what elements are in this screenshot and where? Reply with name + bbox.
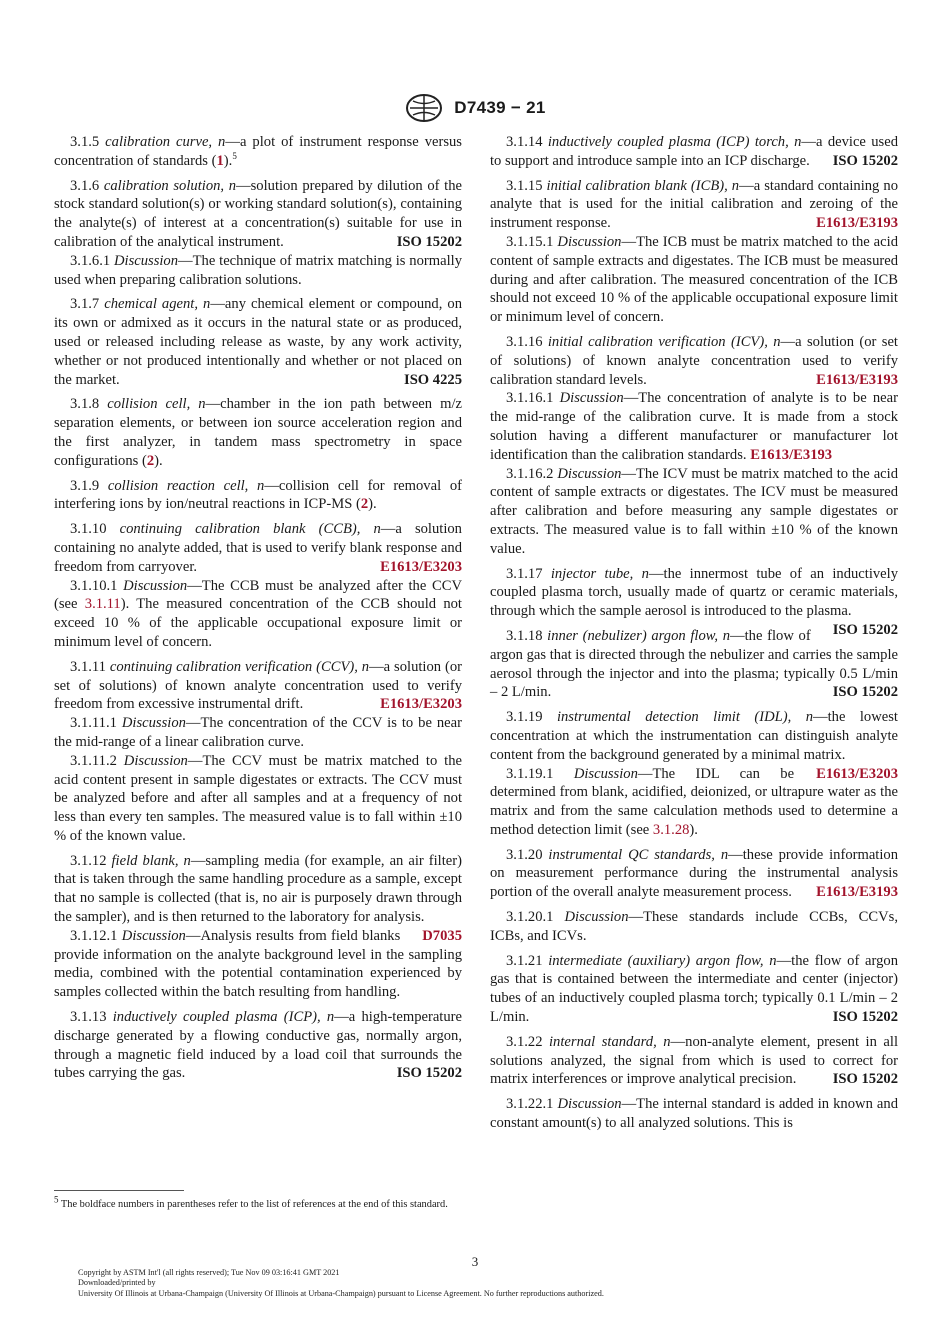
discussion-3-1-15-1: 3.1.15.1 Discussion—The ICB must be matrix matched to the acid content of sample extracts and digestates. The ICB must be measured during and after calibration. The measured concentration of the ICB should not exceed 10 % of the applicable occupational exposure limit or minimum level of concern. [490,233,898,326]
definition-3-1-16: 3.1.16 initial calibration verification (ICV), n—a solution (or set of solutions) of known analyte concentration used to verify calibration standard levels. E1613/E3193 [490,333,898,388]
standard-reference: ISO 15202 [396,1065,462,1082]
definition-3-1-12: 3.1.12 field blank, n—sampling media (for example, an air filter) that is taken through the same handling procedure as a sample, except that no sample is collected (that is, no air is purposely drawn through the sampler), and is then returned to the laboratory for analysis. D7035 [54,852,462,944]
definition-3-1-18: 3.1.18 inner (nebulizer) argon flow, n—the flow of argon gas that is directed through the nebulizer and carries the sample aerosol through the injector and into the plasma; typically 0.5 L/min – 2 L/min. ISO 15202 [490,627,898,701]
section-link[interactable]: 3.1.11 [84,596,121,613]
standard-link[interactable]: E1613/E3203 [380,558,462,575]
definition-3-1-7: 3.1.7 chemical agent, n—any chemical element or compound, on its own or admixed as it occurs in the natural state or as produced, used or released including release as waste, by any work activity, whether or not produced intentionally and whether or not placed on the market. ISO 4225 [54,296,462,388]
reference-link[interactable]: 2 [146,452,155,469]
section-link[interactable]: 3.1.28 [652,821,690,838]
discussion-3-1-6-1: 3.1.6.1 Discussion—The technique of matrix matching is normally used when preparing calibration solutions. [54,252,462,288]
discussion-3-1-11-1: 3.1.11.1 Discussion—The concentration of the CCV is to be near the mid-range of a linear calibration curve. [54,715,462,750]
reference-link[interactable]: 1 [216,152,224,169]
discussion-3-1-19-1: 3.1.19.1 Discussion—The IDL can be determined from blank, acidified, deionized, or ultrapure water as the matrix and from the same calculation methods used to determine a method detection limit (see 3.1.28). [490,765,898,838]
right-column [490,133,898,1133]
standard-link[interactable]: E1613/E3203 [380,696,462,713]
reference-link[interactable]: 2 [360,496,369,513]
discussion-3-1-22-1: 3.1.22.1 Discussion—The internal standard is added in known and constant amount(s) to all analyzed solutions. This is [490,1096,898,1132]
footnote-divider [54,1190,184,1191]
footnote: 5 The boldface numbers in parentheses refer to the list of references at the end of this standard. [54,1194,448,1210]
standard-link[interactable]: E1613/E3203 [816,765,898,782]
discussion-3-1-16-2: 3.1.16.2 Discussion—The ICV must be matrix matched to the acid content of sample extracts or digestates. The ICV must be measured after calibration and before measuring any sample digestates or extracts. The measured value is to fall within ±10 % of the known value. [490,465,899,557]
definition-3-1-21: 3.1.21 intermediate (auxiliary) argon flow, n—the flow of argon gas that is contained between the intermediate and center (injector) tubes of an inductively coupled plasma torch; typically 0.1 L/min – 2 L/min. ISO 15202 [490,952,898,1026]
standard-reference: ISO 15202 [832,152,898,169]
standard-reference: ISO 15202 [832,1009,898,1026]
definition-3-1-19: 3.1.19 instrumental detection limit (IDL), n—the lowest concentration at which the instrumentation can distinguish analyte content from the background generated by a minimal matrix. E1613/E3203 [490,709,898,782]
standard-reference: ISO 15202 [832,1071,898,1088]
standard-reference: ISO 4225 [404,371,462,388]
discussion-3-1-16-1: 3.1.16.1 Discussion—The concentration of analyte is to be near the mid-range of the calibration curve. It is made from a stock solution having a different manufacturer or manufacturer lot identification than the calibration standards. E1613/E3193 [490,390,898,463]
definition-3-1-11: 3.1.11 continuing calibration verification (CCV), n—a solution (or set of solutions) of known analyte concentration used to verify freedom from excessive instrumental drift. E1613/E3203 [54,658,462,713]
standard-link[interactable]: E1613/E3193 [816,215,898,232]
definition-3-1-5: 3.1.5 calibration curve, n—a plot of instrument response versus concentration of standards (1).$^5$ [54,134,462,169]
definition-3-1-20: 3.1.20 instrumental QC standards, n—these provide information on measurement performance during the instrumental analysis portion of the overall analyte measurement process. E1613/E3193 [490,846,899,901]
standard-reference: ISO 15202 [396,233,462,250]
standard-reference: ISO 15202 [832,684,898,701]
footnote-marker: 5 [232,150,237,161]
document-designation: D7439 − 21 [454,98,546,117]
footnote-marker: 5 [54,1194,59,1205]
definition-3-1-10: 3.1.10 continuing calibration blank (CCB), n—a solution containing no analyte added, that is used to verify blank response and freedom from carryover. E1613/E3203 [54,521,462,575]
definition-3-1-8: 3.1.8 collision cell, n—chamber in the ion path between m/z separation elements, or between ion source acceleration region and the first analyzer, in tandem mass spectrometry in space configurations (2). [54,396,462,469]
left-column [54,133,462,1083]
discussion-3-1-11-2: 3.1.11.2 Discussion—The CCV must be matrix matched to the acid content present in sample digestates or extracts. The CCV must be analyzed before and after all samples and at a frequency of not less than every ten samples. The measured value is to fall within ±10 % of the known value. [54,752,462,844]
definition-3-1-17: 3.1.17 injector tube, n—the innermost tube of an inductively coupled plasma torch, usually made of quartz or ceramic materials, through which the sample aerosol is introduced to the plasma. ISO 15202 [490,565,899,638]
standard-reference: ISO 15202 [832,621,898,638]
copyright-notice: Copyright by ASTM Int'l (all rights reserved); Tue Nov 09 03:16:41 GMT 2021 Downloaded/printed by University Of Illinois at Urbana-Champaign (University Of Illinois at Urbana-Champaign) pursuant to License Agreement. No further reproductions authorized. [78,1268,604,1298]
page-number: 3 [471,1254,479,1269]
astm-logo-icon [404,93,444,123]
discussion-3-1-10-1: 3.1.10.1 Discussion—The CCB must be analyzed after the CCV (see 3.1.11). The measured concentration of the CCB should not exceed 10 % of the applicable occupational exposure limit or minimum level of concern. [54,577,462,650]
definition-3-1-6: 3.1.6 calibration solution, n—solution prepared by dilution of the stock standard solution(s) or working standard solution(s), containing the analyte(s) of interest at a concentration(s) suitable for use in calibration of the analytical instrument. ISO 15202 [54,177,462,250]
discussion-3-1-20-1: 3.1.20.1 Discussion—These standards include CCBs, CCVs, ICBs, and ICVs. [490,909,898,944]
definition-3-1-22: 3.1.22 internal standard, n—non-analyte element, present in all solutions analyzed, the signal from which is used to correct for matrix interferences or improve analytical precision. ISO 15202 [490,1033,898,1088]
standard-link[interactable]: D7035 [422,927,462,944]
page-header [0,93,950,123]
standard-link[interactable]: E1613/E3193 [816,371,898,388]
definition-3-1-14: 3.1.14 inductively coupled plasma (ICP) torch, n—a device used to support and introduce sample into an ICP discharge. ISO 15202 [490,134,899,169]
standard-link[interactable]: E1613/E3193 [750,446,833,463]
standard-link[interactable]: E1613/E3193 [816,884,898,901]
definition-3-1-9: 3.1.9 collision reaction cell, n—collision cell for removal of interfering ions by ion/neutral reactions in ICP-MS (2). [54,477,462,513]
definition-3-1-15: 3.1.15 initial calibration blank (ICB), n—a standard containing no analyte that is used for the initial calibration and zeroing of the instrument response. E1613/E3193 [490,177,898,232]
discussion-3-1-12-1: 3.1.12.1 Discussion—Analysis results from field blanks provide information on the analyte background level in the sampling media, combined with the potential contamination experienced by samples collected within the batch resulting from handling. [54,927,462,1001]
definition-3-1-13: 3.1.13 inductively coupled plasma (ICP), n—a high-temperature discharge generated by a flowing conductive gas, normally argon, through a magnetic field induced by a load coil that surrounds the tubes carrying the gas. ISO 15202 [54,1009,462,1082]
